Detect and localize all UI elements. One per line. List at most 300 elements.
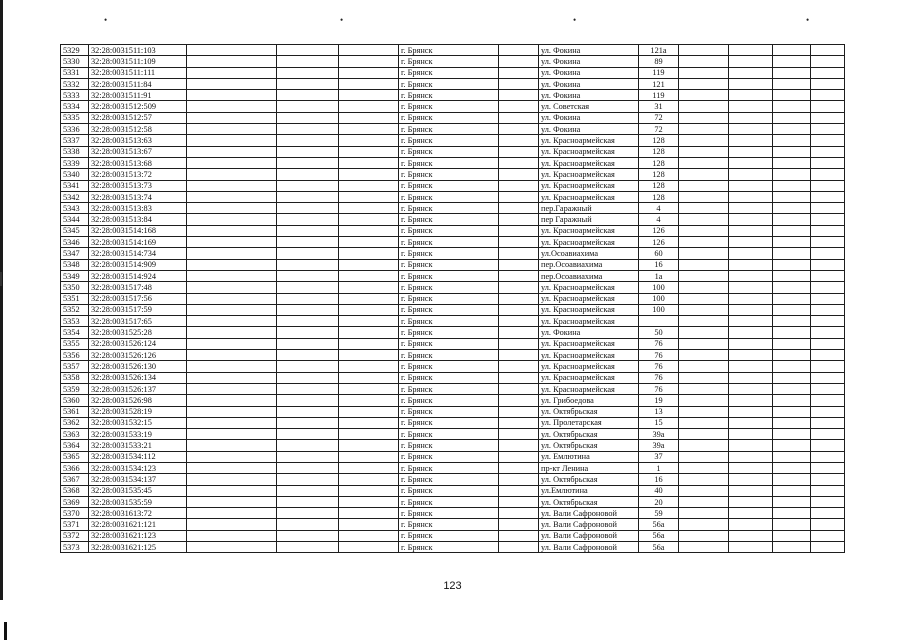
empty-cell xyxy=(679,451,729,462)
empty-cell xyxy=(729,327,773,338)
record-number-cell: 5335 xyxy=(61,112,89,123)
record-number-cell: 5339 xyxy=(61,157,89,168)
house-number-cell: 15 xyxy=(639,417,679,428)
street-cell: пер.Гаражный xyxy=(539,203,639,214)
empty-cell xyxy=(811,67,845,78)
empty-cell xyxy=(811,417,845,428)
house-number-cell: 39а xyxy=(639,429,679,440)
empty-cell xyxy=(679,508,729,519)
house-number-cell: 76 xyxy=(639,338,679,349)
city-cell: г. Брянск xyxy=(399,417,499,428)
house-number-cell: 128 xyxy=(639,157,679,168)
cadastral-number-cell: 32:28:0031526:134 xyxy=(89,372,187,383)
empty-cell xyxy=(187,338,277,349)
table-row xyxy=(61,462,845,473)
punch-hole-dot: • xyxy=(806,15,810,25)
street-cell: ул. Красноармейская xyxy=(539,225,639,236)
record-number-cell: 5346 xyxy=(61,237,89,248)
cadastral-number-cell: 32:28:0031514:909 xyxy=(89,259,187,270)
empty-cell xyxy=(679,429,729,440)
record-number-cell: 5354 xyxy=(61,327,89,338)
house-number-cell: 126 xyxy=(639,225,679,236)
table-row xyxy=(61,530,845,541)
record-number-cell: 5364 xyxy=(61,440,89,451)
empty-cell xyxy=(729,316,773,327)
empty-cell xyxy=(339,519,399,530)
house-number-cell: 4 xyxy=(639,214,679,225)
empty-cell xyxy=(277,101,339,112)
empty-cell xyxy=(811,508,845,519)
street-cell: ул.Емлютина xyxy=(539,485,639,496)
city-cell: г. Брянск xyxy=(399,203,499,214)
record-number-cell: 5329 xyxy=(61,45,89,56)
record-number-cell: 5352 xyxy=(61,304,89,315)
cadastral-number-cell: 32:28:0031513:73 xyxy=(89,180,187,191)
cadastral-number-cell: 32:28:0031511:84 xyxy=(89,78,187,89)
punch-hole-dot: • xyxy=(573,15,577,25)
house-number-cell: 39а xyxy=(639,440,679,451)
cadastral-number-cell: 32:28:0031512:57 xyxy=(89,112,187,123)
house-number-cell: 56а xyxy=(639,542,679,553)
empty-cell xyxy=(187,248,277,259)
record-number-cell: 5350 xyxy=(61,282,89,293)
empty-cell xyxy=(277,350,339,361)
empty-cell xyxy=(277,237,339,248)
table-row xyxy=(61,429,845,440)
cadastral-number-cell: 32:28:0031513:83 xyxy=(89,203,187,214)
empty-cell xyxy=(729,530,773,541)
record-number-cell: 5336 xyxy=(61,124,89,135)
record-number-cell: 5342 xyxy=(61,191,89,202)
scan-left-edge xyxy=(0,0,3,600)
empty-cell xyxy=(729,248,773,259)
empty-cell xyxy=(499,293,539,304)
empty-cell xyxy=(811,214,845,225)
empty-cell xyxy=(773,327,811,338)
table-row xyxy=(61,293,845,304)
empty-cell xyxy=(773,338,811,349)
empty-cell xyxy=(729,270,773,281)
empty-cell xyxy=(187,146,277,157)
empty-cell xyxy=(499,124,539,135)
city-cell: г. Брянск xyxy=(399,304,499,315)
empty-cell xyxy=(339,157,399,168)
empty-cell xyxy=(773,519,811,530)
empty-cell xyxy=(339,101,399,112)
house-number-cell: 89 xyxy=(639,56,679,67)
empty-cell xyxy=(773,101,811,112)
cadastral-number-cell: 32:28:0031613:72 xyxy=(89,508,187,519)
house-number-cell: 128 xyxy=(639,146,679,157)
street-cell: ул. Пролетарская xyxy=(539,417,639,428)
cadastral-number-cell: 32:28:0031514:734 xyxy=(89,248,187,259)
empty-cell xyxy=(773,203,811,214)
record-number-cell: 5338 xyxy=(61,146,89,157)
street-cell: ул. Фокина xyxy=(539,67,639,78)
empty-cell xyxy=(339,451,399,462)
empty-cell xyxy=(811,225,845,236)
empty-cell xyxy=(679,383,729,394)
empty-cell xyxy=(773,508,811,519)
record-number-cell: 5367 xyxy=(61,474,89,485)
house-number-cell: 76 xyxy=(639,372,679,383)
empty-cell xyxy=(187,293,277,304)
empty-cell xyxy=(499,451,539,462)
empty-cell xyxy=(499,383,539,394)
city-cell: г. Брянск xyxy=(399,327,499,338)
table-row xyxy=(61,417,845,428)
table-row xyxy=(61,169,845,180)
empty-cell xyxy=(729,508,773,519)
empty-cell xyxy=(187,462,277,473)
empty-cell xyxy=(339,395,399,406)
house-number-cell: 59 xyxy=(639,508,679,519)
empty-cell xyxy=(499,146,539,157)
cadastral-number-cell: 32:28:0031534:137 xyxy=(89,474,187,485)
empty-cell xyxy=(277,485,339,496)
record-number-cell: 5358 xyxy=(61,372,89,383)
empty-cell xyxy=(277,259,339,270)
empty-cell xyxy=(811,496,845,507)
empty-cell xyxy=(277,338,339,349)
empty-cell xyxy=(679,78,729,89)
empty-cell xyxy=(811,180,845,191)
empty-cell xyxy=(187,45,277,56)
empty-cell xyxy=(339,417,399,428)
empty-cell xyxy=(499,519,539,530)
cadastral-number-cell: 32:28:0031513:84 xyxy=(89,214,187,225)
city-cell: г. Брянск xyxy=(399,338,499,349)
empty-cell xyxy=(679,101,729,112)
table-row xyxy=(61,67,845,78)
empty-cell xyxy=(277,316,339,327)
cadastral-number-cell: 32:28:0031526:130 xyxy=(89,361,187,372)
empty-cell xyxy=(339,112,399,123)
empty-cell xyxy=(679,474,729,485)
empty-cell xyxy=(187,327,277,338)
empty-cell xyxy=(499,406,539,417)
city-cell: г. Брянск xyxy=(399,372,499,383)
record-number-cell: 5345 xyxy=(61,225,89,236)
table-row xyxy=(61,395,845,406)
street-cell: ул. Вали Сафроновой xyxy=(539,519,639,530)
punch-hole-dot: • xyxy=(104,15,108,25)
empty-cell xyxy=(729,383,773,394)
empty-cell xyxy=(339,327,399,338)
empty-cell xyxy=(811,338,845,349)
empty-cell xyxy=(773,542,811,553)
empty-cell xyxy=(339,474,399,485)
empty-cell xyxy=(679,496,729,507)
empty-cell xyxy=(679,372,729,383)
house-number-cell: 4 xyxy=(639,203,679,214)
empty-cell xyxy=(339,440,399,451)
empty-cell xyxy=(339,293,399,304)
table-row xyxy=(61,259,845,270)
cadastral-number-cell: 32:28:0031534:112 xyxy=(89,451,187,462)
empty-cell xyxy=(811,542,845,553)
empty-cell xyxy=(277,169,339,180)
table-row xyxy=(61,451,845,462)
empty-cell xyxy=(729,282,773,293)
street-cell: ул. Советская xyxy=(539,101,639,112)
empty-cell xyxy=(679,191,729,202)
empty-cell xyxy=(811,293,845,304)
empty-cell xyxy=(499,101,539,112)
empty-cell xyxy=(729,67,773,78)
empty-cell xyxy=(339,429,399,440)
cadastral-number-cell: 32:28:0031621:125 xyxy=(89,542,187,553)
record-number-cell: 5371 xyxy=(61,519,89,530)
empty-cell xyxy=(339,225,399,236)
empty-cell xyxy=(339,214,399,225)
cadastral-number-cell: 32:28:0031532:15 xyxy=(89,417,187,428)
house-number-cell: 20 xyxy=(639,496,679,507)
record-number-cell: 5365 xyxy=(61,451,89,462)
empty-cell xyxy=(679,248,729,259)
cadastral-number-cell: 32:28:0031526:124 xyxy=(89,338,187,349)
empty-cell xyxy=(499,237,539,248)
empty-cell xyxy=(187,395,277,406)
city-cell: г. Брянск xyxy=(399,146,499,157)
cadastral-number-cell: 32:28:0031534:123 xyxy=(89,462,187,473)
house-number-cell: 128 xyxy=(639,180,679,191)
record-number-cell: 5334 xyxy=(61,101,89,112)
empty-cell xyxy=(729,157,773,168)
empty-cell xyxy=(339,508,399,519)
empty-cell xyxy=(679,67,729,78)
empty-cell xyxy=(277,542,339,553)
cadastral-number-cell: 32:28:0031511:109 xyxy=(89,56,187,67)
record-number-cell: 5331 xyxy=(61,67,89,78)
cadastral-number-cell: 32:28:0031512:58 xyxy=(89,124,187,135)
empty-cell xyxy=(811,361,845,372)
empty-cell xyxy=(729,519,773,530)
record-number-cell: 5343 xyxy=(61,203,89,214)
empty-cell xyxy=(499,259,539,270)
empty-cell xyxy=(773,112,811,123)
cadastral-number-cell: 32:28:0031513:67 xyxy=(89,146,187,157)
city-cell: г. Брянск xyxy=(399,270,499,281)
empty-cell xyxy=(277,508,339,519)
empty-cell xyxy=(679,56,729,67)
street-cell: ул. Октябрьская xyxy=(539,440,639,451)
empty-cell xyxy=(773,146,811,157)
empty-cell xyxy=(499,282,539,293)
city-cell: г. Брянск xyxy=(399,225,499,236)
house-number-cell: 16 xyxy=(639,259,679,270)
city-cell: г. Брянск xyxy=(399,496,499,507)
empty-cell xyxy=(187,282,277,293)
table-row xyxy=(61,496,845,507)
city-cell: г. Брянск xyxy=(399,101,499,112)
house-number-cell: 100 xyxy=(639,304,679,315)
empty-cell xyxy=(811,440,845,451)
empty-cell xyxy=(811,406,845,417)
street-cell: ул. Красноармейская xyxy=(539,191,639,202)
empty-cell xyxy=(811,56,845,67)
empty-cell xyxy=(679,112,729,123)
cadastral-number-cell: 32:28:0031533:21 xyxy=(89,440,187,451)
house-number-cell: 56а xyxy=(639,530,679,541)
city-cell: г. Брянск xyxy=(399,485,499,496)
empty-cell xyxy=(773,214,811,225)
record-number-cell: 5359 xyxy=(61,383,89,394)
house-number-cell: 76 xyxy=(639,361,679,372)
empty-cell xyxy=(499,135,539,146)
table-row xyxy=(61,157,845,168)
record-number-cell: 5333 xyxy=(61,90,89,101)
record-number-cell: 5373 xyxy=(61,542,89,553)
empty-cell xyxy=(679,440,729,451)
city-cell: г. Брянск xyxy=(399,316,499,327)
empty-cell xyxy=(277,474,339,485)
empty-cell xyxy=(187,361,277,372)
city-cell: г. Брянск xyxy=(399,169,499,180)
empty-cell xyxy=(811,270,845,281)
empty-cell xyxy=(773,383,811,394)
street-cell: ул. Фокина xyxy=(539,45,639,56)
house-number-cell: 72 xyxy=(639,124,679,135)
property-register-table xyxy=(60,44,845,553)
cadastral-number-cell: 32:28:0031517:65 xyxy=(89,316,187,327)
street-cell: ул.Осоавиахима xyxy=(539,248,639,259)
street-cell: ул. Вали Сафроновой xyxy=(539,530,639,541)
empty-cell xyxy=(277,67,339,78)
street-cell: ул. Вали Сафроновой xyxy=(539,542,639,553)
empty-cell xyxy=(277,124,339,135)
street-cell: ул. Красноармейская xyxy=(539,237,639,248)
empty-cell xyxy=(679,180,729,191)
empty-cell xyxy=(277,225,339,236)
city-cell: г. Брянск xyxy=(399,383,499,394)
empty-cell xyxy=(773,350,811,361)
empty-cell xyxy=(811,135,845,146)
empty-cell xyxy=(729,462,773,473)
empty-cell xyxy=(339,67,399,78)
empty-cell xyxy=(187,101,277,112)
empty-cell xyxy=(811,304,845,315)
empty-cell xyxy=(187,485,277,496)
empty-cell xyxy=(339,248,399,259)
city-cell: г. Брянск xyxy=(399,124,499,135)
empty-cell xyxy=(811,372,845,383)
empty-cell xyxy=(679,146,729,157)
cadastral-number-cell: 32:28:0031535:59 xyxy=(89,496,187,507)
empty-cell xyxy=(773,169,811,180)
street-cell: пер Гаражный xyxy=(539,214,639,225)
empty-cell xyxy=(187,124,277,135)
empty-cell xyxy=(773,248,811,259)
record-number-cell: 5332 xyxy=(61,78,89,89)
empty-cell xyxy=(339,124,399,135)
street-cell: ул. Красноармейская xyxy=(539,338,639,349)
city-cell: г. Брянск xyxy=(399,519,499,530)
empty-cell xyxy=(729,214,773,225)
street-cell: ул. Емлютина xyxy=(539,451,639,462)
empty-cell xyxy=(187,203,277,214)
city-cell: г. Брянск xyxy=(399,180,499,191)
empty-cell xyxy=(187,474,277,485)
house-number-cell: 60 xyxy=(639,248,679,259)
empty-cell xyxy=(187,56,277,67)
empty-cell xyxy=(773,237,811,248)
table-row xyxy=(61,45,845,56)
empty-cell xyxy=(187,440,277,451)
empty-cell xyxy=(729,542,773,553)
street-cell: ул. Красноармейская xyxy=(539,372,639,383)
table-row xyxy=(61,56,845,67)
street-cell: ул. Красноармейская xyxy=(539,304,639,315)
table-row xyxy=(61,180,845,191)
empty-cell xyxy=(499,78,539,89)
empty-cell xyxy=(811,169,845,180)
empty-cell xyxy=(811,316,845,327)
city-cell: г. Брянск xyxy=(399,67,499,78)
empty-cell xyxy=(811,90,845,101)
empty-cell xyxy=(499,440,539,451)
empty-cell xyxy=(811,248,845,259)
city-cell: г. Брянск xyxy=(399,361,499,372)
street-cell: пер.Осоавиахима xyxy=(539,259,639,270)
house-number-cell: 16 xyxy=(639,474,679,485)
table-row xyxy=(61,146,845,157)
empty-cell xyxy=(729,56,773,67)
empty-cell xyxy=(679,338,729,349)
house-number-cell: 40 xyxy=(639,485,679,496)
empty-cell xyxy=(679,350,729,361)
empty-cell xyxy=(679,327,729,338)
empty-cell xyxy=(277,112,339,123)
city-cell: г. Брянск xyxy=(399,542,499,553)
empty-cell xyxy=(187,78,277,89)
register-body xyxy=(61,45,845,553)
empty-cell xyxy=(729,485,773,496)
empty-cell xyxy=(773,361,811,372)
house-number-cell: 1 xyxy=(639,462,679,473)
empty-cell xyxy=(187,316,277,327)
empty-cell xyxy=(811,124,845,135)
empty-cell xyxy=(773,270,811,281)
empty-cell xyxy=(811,101,845,112)
table-row xyxy=(61,191,845,202)
empty-cell xyxy=(277,293,339,304)
empty-cell xyxy=(339,383,399,394)
record-number-cell: 5344 xyxy=(61,214,89,225)
street-cell: ул. Октябрьская xyxy=(539,496,639,507)
empty-cell xyxy=(499,225,539,236)
record-number-cell: 5347 xyxy=(61,248,89,259)
empty-cell xyxy=(499,45,539,56)
city-cell: г. Брянск xyxy=(399,530,499,541)
empty-cell xyxy=(679,237,729,248)
table-row xyxy=(61,237,845,248)
house-number-cell: 13 xyxy=(639,406,679,417)
empty-cell xyxy=(339,237,399,248)
street-cell: ул. Красноармейская xyxy=(539,361,639,372)
empty-cell xyxy=(277,90,339,101)
empty-cell xyxy=(729,417,773,428)
street-cell: пер.Осоавиахима xyxy=(539,270,639,281)
empty-cell xyxy=(339,462,399,473)
house-number-cell: 121 xyxy=(639,78,679,89)
house-number-cell: 119 xyxy=(639,67,679,78)
empty-cell xyxy=(339,485,399,496)
cadastral-number-cell: 32:28:0031517:48 xyxy=(89,282,187,293)
empty-cell xyxy=(679,417,729,428)
empty-cell xyxy=(729,361,773,372)
empty-cell xyxy=(773,78,811,89)
